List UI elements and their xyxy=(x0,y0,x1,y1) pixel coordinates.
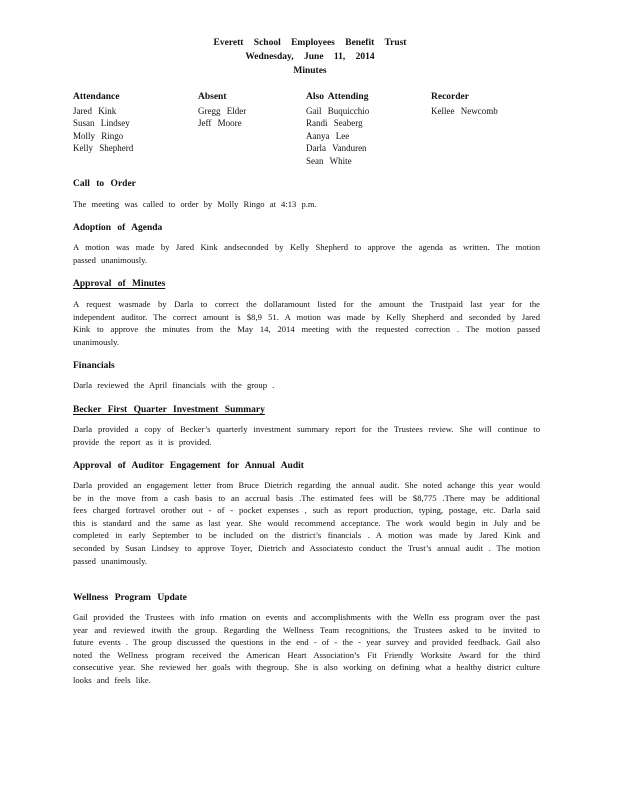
call-to-order-text: The meeting was called to order by Molly Ringo at 4:13 p.m. xyxy=(73,199,317,209)
adoption-of-agenda-text: A motion was made by Jared Kink andseconded by Kelly Shepherd to approve the agenda as written. The motion passed unanimously. xyxy=(73,242,540,265)
absent-column xyxy=(198,91,246,130)
guest-name: Sean White xyxy=(306,155,352,166)
call-to-order-heading: Call to Order xyxy=(73,179,136,189)
attendance-column xyxy=(73,91,133,155)
financials-text: Darla reviewed the April financials with the group . xyxy=(73,380,275,390)
attendee-name: Susan Lindsey xyxy=(73,118,130,128)
also-attending-heading: Also Attending xyxy=(306,92,369,102)
guest-name: Randi Seaberg xyxy=(306,118,363,128)
recorder-column xyxy=(431,91,498,117)
also-attending-column xyxy=(306,91,369,167)
absent-heading: Absent xyxy=(198,92,227,102)
auditor-engagement-heading: Approval of Auditor Engagement for Annual Audit xyxy=(73,461,304,471)
wellness-update-heading: Wellness Program Update xyxy=(73,593,187,603)
approval-of-minutes-heading: Approval of Minutes xyxy=(73,279,166,289)
doc-subtitle: Minutes xyxy=(293,66,327,76)
meeting-date: Wednesday, June 11, 2014 xyxy=(245,52,375,62)
doc-title: Everett School Employees Benefit Trust xyxy=(213,38,407,48)
becker-summary-text: Darla provided a copy of Becker’s quarterly investment summary report for the Trustees review. She will continue to provide the report as it is provided. xyxy=(73,424,540,447)
attendance-heading: Attendance xyxy=(73,92,120,102)
recorder-name: Kellee Newcomb xyxy=(431,105,498,116)
wellness-update-text: Gail provided the Trustees with info rmation on events and accomplishments with the Welln ess program over the past year and reviewed itwith the group. Regarding the Wellness Team recognitions, the Trustees asked to be invited to future events . The group discussed the questions in the end - of - the - year survey and provided feedback. Gail also noted the Wellness program received the American Heart Association’s Fit Friendly Worksite Award for the third consecutive year. She reviewed her goals with thegroup. She is also working on defining what a healthy district culture looks and feels like. xyxy=(73,612,540,685)
attendee-name: Kelly Shepherd xyxy=(73,143,134,153)
financials-heading: Financials xyxy=(73,361,115,371)
guest-name: Gail Buquicchio xyxy=(306,105,370,116)
auditor-engagement-text: Darla provided an engagement letter from Bruce Dietrich regarding the annual audit. She noted achange this year would be in the move from a cash basis to an accrual basis .The estimated fees will be $8,775 .There may be additional fees charged fortravel orother out - of - pocket expenses , such as report production, typing, postage, etc. Darla said this is standard and the same as last year. She would recommend acceptance. The work would begin in July and be completed in early September to be included on the district’s financials . A motion was made by Jared Kink and seconded by Susan Lindsey to approve Toyer, Dietrich and Associatesto conduct the Trust’s annual audit . The motion passed unanimously. xyxy=(73,480,540,566)
approval-of-minutes-text: A request wasmade by Darla to correct the dollaramount listed for the amount the Trustpaid last year for the independent auditor. The correct amount is $8,9 51. A motion was made by Kelly Shepherd and seconded by Jared Kink to approve the minutes from the May 14, 2014 meeting with the requested correction . The motion passed unanimously. xyxy=(73,299,540,347)
absent-name: Gregg Elder xyxy=(198,105,247,116)
becker-summary-heading: Becker First Quarter Investment Summary xyxy=(73,405,265,415)
guest-name: Aanya Lee xyxy=(306,130,350,141)
absent-name: Jeff Moore xyxy=(198,118,242,128)
adoption-of-agenda-heading: Adoption of Agenda xyxy=(73,223,163,233)
recorder-heading: Recorder xyxy=(431,92,469,102)
attendee-name: Jared Kink xyxy=(73,105,117,116)
guest-name: Darla Vanduren xyxy=(306,143,367,153)
attendee-name: Molly Ringo xyxy=(73,130,124,141)
